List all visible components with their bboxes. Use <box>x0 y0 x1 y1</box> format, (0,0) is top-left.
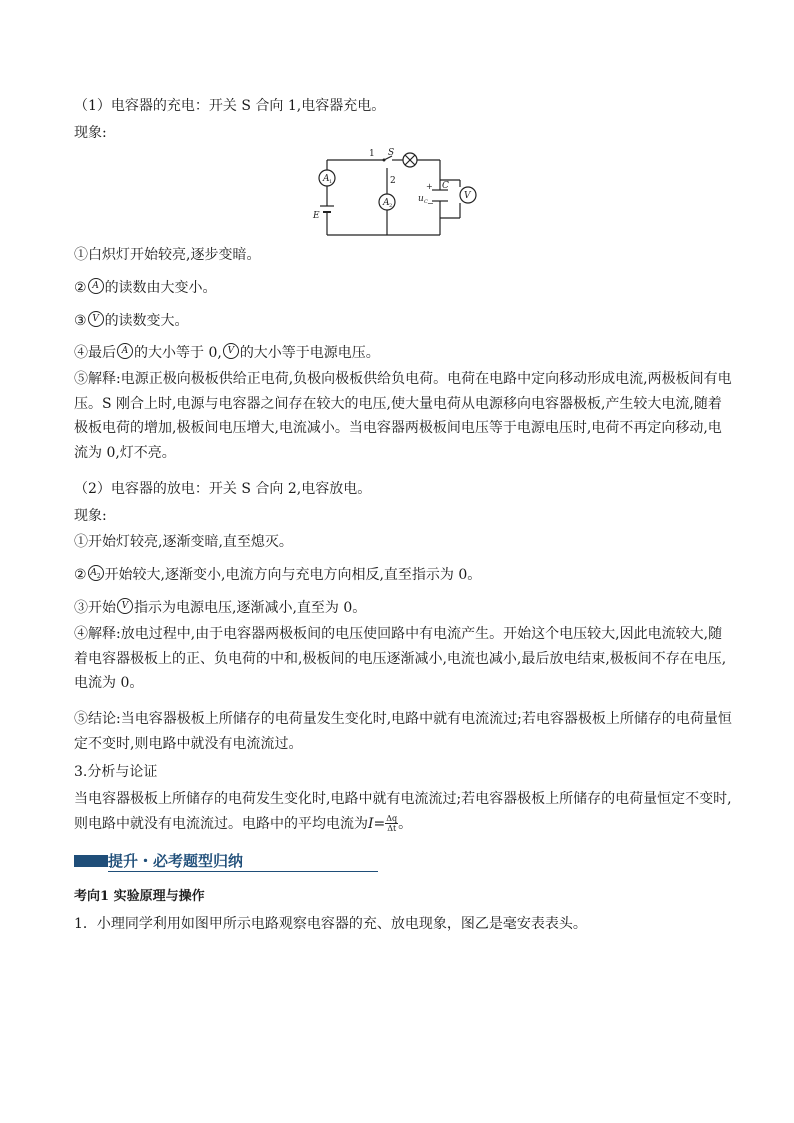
ammeter-icon: A <box>88 278 104 294</box>
svg-text:+: + <box>426 182 433 191</box>
analysis-text: 当电容器极板上所储存的电荷发生变化时,电路中就有电流流过;若电容器极板上所储存的电荷量恒定不变时,则电路中就没有电流流过。电路中的平均电流为I= $\frac{\Delta q}{\Delta t}$ 。 <box>74 791 732 833</box>
banner-accent-bar <box>74 855 108 867</box>
voltmeter-icon: V <box>223 343 239 359</box>
discharge-item-3: ③开始 V 指示为电源电压,逐渐减小,直至为 0。 <box>74 600 367 616</box>
charge-item-1: ①白炽灯开始较亮,逐步变暗。 <box>74 247 261 263</box>
discharge-explanation: ④解释:放电过程中,由于电容器两极板间的电压使回路中有电流产生。开始这个电压较大,因此电流较大,随着电容器极板上的正、负电荷的中和,极板间的电压逐渐减小,电流也减小,最后放电结束,极板间不存在电压,电流为 0。 <box>74 626 727 691</box>
svg-text:2: 2 <box>390 176 396 186</box>
discharge-conclusion: ⑤结论:当电容器极板上所储存的电荷量发生变化时,电路中就有电流流过;若电容器极板上所储存的电荷量恒定不变时,则电路中就没有电流流过。 <box>74 711 732 752</box>
banner-title: 提升・必考题型归纳 <box>108 852 244 870</box>
banner-underline <box>108 871 378 872</box>
svg-text:A: A <box>383 198 390 208</box>
discharge-title: （2）电容器的放电：开关 S 合向 2,电容放电。 <box>74 481 372 497</box>
section-banner <box>74 850 378 872</box>
phenomenon-label-2: 现象: <box>74 508 107 524</box>
svg-text:1: 1 <box>369 149 375 159</box>
svg-text:1: 1 <box>329 179 333 185</box>
svg-text:V: V <box>464 191 471 201</box>
ammeter-a2-icon: $A_2$ <box>88 565 104 581</box>
svg-text:E: E <box>313 211 320 221</box>
discharge-item-1: ①开始灯较亮,逐渐变暗,直至熄灭。 <box>74 534 293 550</box>
section-heading: 考向1 实验原理与操作 <box>74 889 205 904</box>
svg-text:C: C <box>424 199 428 205</box>
charge-title: （1）电容器的充电：开关 S 合向 1,电容器充电。 <box>74 98 386 114</box>
charge-item-4: ④最后 A 的大小等于 0, V 的大小等于电源电压。 <box>74 345 380 361</box>
voltmeter-icon: V <box>88 311 104 327</box>
question-1: 1．小理同学利用如图甲所示电路观察电容器的充、放电现象，图乙是毫安表表头。 <box>74 916 587 932</box>
discharge-item-2: ② $A_2$ 开始较大,逐渐变小,电流方向与充电方向相反,直至指示为 0。 <box>74 567 482 583</box>
phenomenon-label-1: 现象: <box>74 125 107 141</box>
svg-text:u: u <box>418 194 424 204</box>
charge-item-3: ③ V 的读数变大。 <box>74 313 189 329</box>
circuit-diagram <box>310 146 490 238</box>
average-current-fraction: $\frac{\Delta q}{\Delta t}$ <box>386 814 398 833</box>
svg-text:C: C <box>442 181 449 191</box>
charge-explanation: ⑤解释:电源正极向极板供给正电荷,负极向极板供给负电荷。电荷在电路中定向移动形成电流,两极板间有电压。S 刚合上时,电源与电容器之间存在较大的电压,使大量电荷从电源移向电容器极板,产生较大电流,随着极板电荷的增加,极板间电压增大,电流减小。当电容器两极板间电压等于电源电压时,电荷不再定向移动,电流为 0,灯不亮。 <box>74 371 732 461</box>
svg-text:A: A <box>323 174 330 184</box>
voltmeter-icon: V <box>117 598 133 614</box>
ammeter-icon: A <box>117 343 133 359</box>
analysis-title: 3.分析与论证 <box>74 764 158 780</box>
svg-text:−: − <box>427 199 434 208</box>
svg-text:2: 2 <box>389 203 393 209</box>
charge-item-2: ② A 的读数由大变小。 <box>74 280 217 296</box>
svg-text:S: S <box>388 148 395 158</box>
